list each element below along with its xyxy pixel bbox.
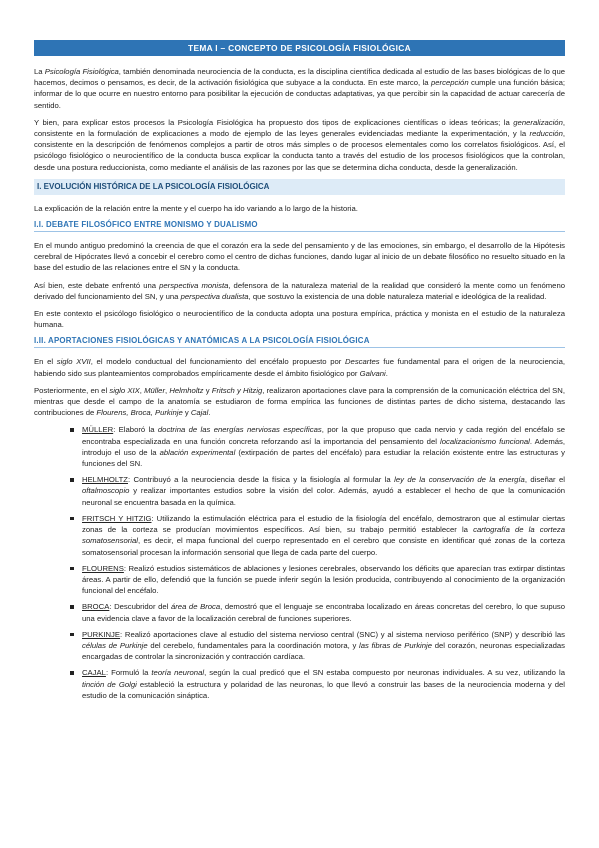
term-cajal: Cajal xyxy=(190,408,209,418)
term-flourens-broca-purkinje: Flourens, Broca, Purkinje xyxy=(96,408,183,418)
contributor-name: MÜLLER xyxy=(82,425,114,435)
text-run: . xyxy=(385,368,388,378)
text-run: , xyxy=(139,385,145,395)
text-run: y realizar importantes estudios sobre la visión del color. Además, ayudó a establecer el hecho de que la comunicación neuronal se encuentra basada en la química. xyxy=(82,486,565,507)
text-run: cumple una función básica; informar de lo que ocurre en nuestro entorno para posibilitar la ejecución de conductas adaptativas, ya que percibir sin la capacidad de actuar carecería de sentido. xyxy=(34,78,565,110)
term-percepcion: percepción xyxy=(431,78,469,88)
text-run: del cerebelo, fundamentales para la coordinación motora, y xyxy=(147,640,360,650)
bullet-icon xyxy=(70,478,74,482)
term: área de Broca xyxy=(170,602,221,612)
contributor-name: FLOURENS xyxy=(82,563,124,573)
debate-paragraph-3: En este contexto el psicólogo fisiológico o neurocientífico de la conducta adopta una postura empírica, práctica y monista en el estudio de la naturaleza humana. xyxy=(34,309,565,330)
subsection-heading-aportaciones: I.II. APORTACIONES FISIOLÓGICAS Y ANATÓMICAS A LA PSICOLOGÍA FISIOLÓGICA xyxy=(34,336,565,348)
text-run: , según la cual predicó que el SN estaba compuesto por neuronas individuales. A su vez, utilizando la xyxy=(204,668,565,678)
contributor-name: BROCA xyxy=(82,602,110,612)
text-run: : Utilizando la estimulación eléctrica para el estudio de la fisiología del encéfalo, demostraron que al estimular ciertas zonas de la corteza se producían movimientos específicos. Así bien, su trabajo permitió establecer la xyxy=(82,513,565,535)
text-run: fue fundamental para el origen de la neurociencia, habiendo sido sus planteamientos comprobados empíricamente desde el ámbito fisiológico por xyxy=(34,357,565,378)
text-run: . xyxy=(208,408,211,418)
aportaciones-paragraph-2 xyxy=(34,385,565,419)
list-item-helmholtz xyxy=(82,474,565,508)
term-fritsch-hitzig: Fritsch y Hitzig xyxy=(211,385,263,395)
term-galvani: Galvani xyxy=(359,368,386,378)
text-run: estableció la estructura y polaridad de las neuronas, lo que llevó a construir las bases de la neurociencia moderna y del estudio de la comunicación sináptica. xyxy=(82,679,565,700)
document-title: TEMA I – CONCEPTO DE PSICOLOGÍA FISIOLÓGICA xyxy=(34,40,565,56)
bullet-icon xyxy=(70,633,74,637)
text-run: Así bien, este debate enfrentó una xyxy=(34,280,160,290)
term-siglo-xvii: siglo XVII xyxy=(56,357,91,367)
list-item-cajal xyxy=(82,667,565,701)
text-run: del corazón, neuronas especializadas encargadas de controlar la sincronización y contracción cardíaca. xyxy=(82,640,566,662)
contributors-list xyxy=(82,424,565,700)
bullet-icon xyxy=(70,428,74,432)
bullet-icon xyxy=(70,605,74,609)
term: las fibras de Purkinje xyxy=(359,640,433,650)
text-run: : Realizó estudios sistemáticos de ablaciones y lesiones cerebrales, observando los déficits que aparecían tras extirpar distintas áreas. A partir de ello, defendió que la función se puede inferir según la lesión producida, contribuyendo al conocimiento de la organización funcional del encéfalo. xyxy=(82,563,565,596)
term-muller: Müller xyxy=(144,385,166,395)
term-perspectiva-monista: perspectiva monista xyxy=(159,280,229,290)
section-1-paragraph: La explicación de la relación entre la mente y el cuerpo ha ido variando a lo largo de la historia. xyxy=(34,203,358,213)
text-run: , por la que propuso que cada nervio y cada región del encéfalo se encontraba especializada en una función concreta reforzando así la importancia del pensamiento del xyxy=(82,425,565,446)
term-descartes: Descartes xyxy=(345,357,380,367)
list-item-purkinje xyxy=(82,629,565,663)
text-run: : Descubridor del xyxy=(109,602,171,612)
intro-paragraph-1 xyxy=(34,66,565,111)
text-run: La xyxy=(34,67,45,76)
list-item-broca xyxy=(82,601,565,623)
term: doctrina de las energías nerviosas específicas xyxy=(157,425,322,435)
term: ley de la conservación de la energía xyxy=(394,475,525,485)
text-run: , consistente en la formulación de explicaciones a modo de ejemplo de las leyes generales evidenciadas mediante la experimentación, y la xyxy=(34,117,565,139)
text-run: y xyxy=(182,408,191,418)
text-run: En el xyxy=(34,357,57,367)
list-item-muller xyxy=(82,424,565,469)
debate-paragraph-2 xyxy=(34,280,565,302)
term: ablación experimental xyxy=(159,447,236,457)
text-run: : Elaboró la xyxy=(113,425,158,435)
text-run: y xyxy=(203,385,212,395)
contributor-name: HELMHOLTZ xyxy=(82,475,128,485)
bullet-icon xyxy=(70,671,74,675)
term: tinción de Golgi xyxy=(82,679,137,689)
text-run: , demostró que el lenguaje se encontraba localizado en áreas concretas del cerebro, lo que supuso una evidencia clave a favor de la localización cerebral de funciones superiores. xyxy=(82,602,565,623)
term-helmholtz: Helmholtz xyxy=(169,385,204,395)
subsection-heading-debate: I.I. DEBATE FILOSÓFICO ENTRE MONISMO Y DUALISMO xyxy=(34,220,565,232)
term: teoría neuronal xyxy=(151,668,205,678)
term: localizacionismo funcional xyxy=(440,436,530,446)
text-run: , que sostuvo la existencia de una doble naturaleza material e ideológica de la realidad. xyxy=(248,291,547,301)
text-run: Posteriormente, en el xyxy=(34,385,110,395)
debate-paragraph-1: En el mundo antiguo predominó la creencia de que el corazón era la sede del pensamiento y de las emociones, sin embargo, el desarrollo de la Hipótesis cerebral de Hipócrates llevó a concebir el cerebro como el centro de dichas funciones, dando lugar al inicio de un debate filosófico no resuelto situado en la base del estudio de las relaciones entre el SN y la conducta. xyxy=(34,241,565,273)
list-item-fritsch-hitzig xyxy=(82,513,565,558)
term-reduccion: reducción xyxy=(529,129,563,139)
text-run: , también denominada neurociencia de la conducta, es la disciplina científica dedicada al estudio de las bases biológicas de lo que hacemos, decimos o pensamos, es decir, de la activación fisiológica que subyace a la conducta. En este marco, la xyxy=(34,67,566,88)
bullet-icon xyxy=(70,567,74,571)
aportaciones-paragraph-1 xyxy=(34,356,565,378)
text-run: . Además, introdujo el uso de la xyxy=(82,436,565,457)
list-item-flourens xyxy=(82,563,565,597)
text-run: , diseñar el xyxy=(524,475,565,485)
text-run: , xyxy=(165,385,170,395)
contributor-name: PURKINJE xyxy=(82,629,121,639)
term-generalizacion: generalización xyxy=(513,117,563,127)
text-run: , es decir, el mapa funcional del cuerpo representado en el cerebro que consiste en identificar qué zonas de la corteza somatosensorial procesan la información sensorial que llega de cada parte del cuerpo. xyxy=(82,536,565,557)
text-run: Y bien, para explicar estos procesos la Psicología Fisiológica ha propuesto dos tipos de explicaciones científicas o ideas teóricas; la xyxy=(34,117,514,127)
intro-paragraph-2 xyxy=(34,117,565,173)
text-run: : Formuló la xyxy=(105,668,152,678)
text-run: : Realizó aportaciones clave al estudio del sistema nervioso central (SNC) y al sistema nervioso periférico (SNP) y describió las xyxy=(120,629,565,639)
term: oftalmoscopio xyxy=(82,486,130,496)
term-siglo-xix: siglo XIX xyxy=(109,385,140,395)
term-psicologia-fisiologica: Psicología Fisiológica xyxy=(44,67,119,76)
text-run: : Contribuyó a la neurociencia desde la física y la fisiología al formular la xyxy=(128,475,395,485)
contributor-name: CAJAL xyxy=(82,668,106,678)
text-run: , consistente en la descripción de fenómenos complejos a partir de otros más simples o de procesos elementales como los correlatos fisiológicos. Así, el psicólogo fisiológico o neurocientífico de la conducta busca explicar la conducta tanto a través del estudio de los procesos fisiológicos que la controlan, desde una postura reduccionista, como mediante el análisis de las razones por las que se determina dicha conducta, desde la generalización. xyxy=(34,129,565,172)
text-run: , realizaron aportaciones clave para la comprensión de la comunicación eléctrica del SN, mientras que desde el campo de la anatomía se estudiaron de forma empírica las funciones de distintas partes de dicho sistema, destacando las contribuciones de xyxy=(34,385,565,418)
text-run: , el modelo conductual del funcionamiento del encéfalo propuesto por xyxy=(90,357,345,367)
section-heading-evolucion: I. EVOLUCIÓN HISTÓRICA DE LA PSICOLOGÍA FISIOLÓGICA xyxy=(34,179,565,195)
contributor-name: FRITSCH Y HITZIG xyxy=(82,513,152,523)
term: células de Purkinje xyxy=(82,640,148,650)
term: cartografía de la corteza somatosensorial xyxy=(82,525,565,546)
bullet-icon xyxy=(70,517,74,521)
text-run: (extirpación de partes del encéfalo) para estudiar la relación existente entre las estructuras y funciones del SN. xyxy=(82,447,565,469)
text-run: , defensora de la naturaleza material de la realidad que consideró la mente como un fenómeno derivado del funcionamiento del SN, y una xyxy=(34,280,566,301)
term-perspectiva-dualista: perspectiva dualista xyxy=(180,291,249,301)
